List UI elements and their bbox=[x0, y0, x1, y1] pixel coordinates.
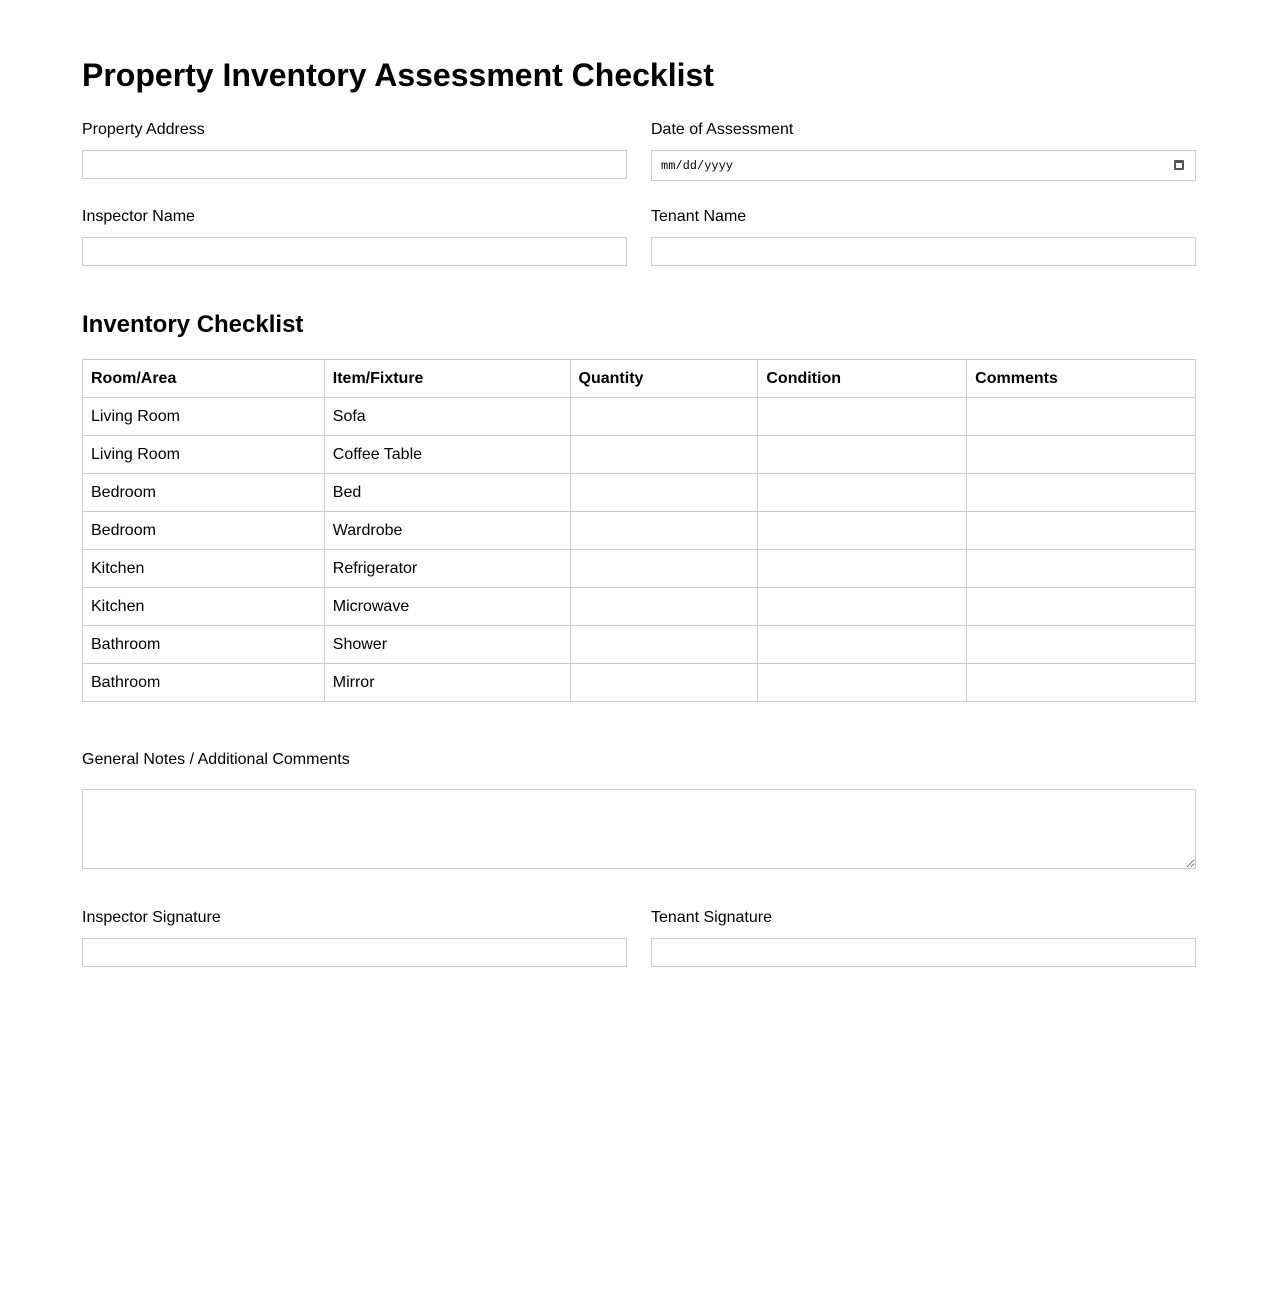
item-cell: Bed bbox=[324, 474, 570, 512]
comments-cell[interactable] bbox=[967, 512, 1196, 550]
condition-cell[interactable] bbox=[758, 474, 967, 512]
item-cell: Coffee Table bbox=[324, 436, 570, 474]
room-cell: Kitchen bbox=[83, 550, 325, 588]
details-row-1 bbox=[82, 121, 1196, 181]
signatures-row bbox=[82, 909, 1196, 967]
date-of-assessment-group bbox=[651, 121, 1196, 181]
comments-cell[interactable] bbox=[967, 588, 1196, 626]
quantity-cell[interactable] bbox=[570, 474, 758, 512]
room-cell: Kitchen bbox=[83, 588, 325, 626]
room-cell: Bedroom bbox=[83, 474, 325, 512]
table-row bbox=[83, 474, 1196, 512]
column-header-room: Room/Area bbox=[83, 360, 325, 398]
item-cell: Wardrobe bbox=[324, 512, 570, 550]
column-header-condition: Condition bbox=[758, 360, 967, 398]
condition-cell[interactable] bbox=[758, 664, 967, 702]
inventory-table bbox=[82, 359, 1196, 702]
table-row bbox=[83, 512, 1196, 550]
table-row bbox=[83, 626, 1196, 664]
condition-cell[interactable] bbox=[758, 398, 967, 436]
table-header-row bbox=[83, 360, 1196, 398]
tenant-signature-input[interactable] bbox=[651, 938, 1196, 967]
details-row-2 bbox=[82, 208, 1196, 266]
property-address-group bbox=[82, 121, 627, 181]
quantity-cell[interactable] bbox=[570, 436, 758, 474]
comments-cell[interactable] bbox=[967, 474, 1196, 512]
item-cell: Shower bbox=[324, 626, 570, 664]
checklist-heading: Inventory Checklist bbox=[82, 311, 304, 338]
general-notes-label: General Notes / Additional Comments bbox=[82, 751, 350, 768]
table-row bbox=[83, 436, 1196, 474]
table-row bbox=[83, 550, 1196, 588]
inspector-signature-group bbox=[82, 909, 627, 967]
tenant-signature-label: Tenant Signature bbox=[651, 909, 772, 926]
comments-cell[interactable] bbox=[967, 664, 1196, 702]
tenant-signature-group bbox=[651, 909, 1196, 967]
quantity-cell[interactable] bbox=[570, 626, 758, 664]
inspector-name-label: Inspector Name bbox=[82, 208, 195, 225]
room-cell: Bathroom bbox=[83, 664, 325, 702]
condition-cell[interactable] bbox=[758, 512, 967, 550]
property-address-input[interactable] bbox=[82, 150, 627, 179]
property-address-label: Property Address bbox=[82, 121, 205, 138]
room-cell: Bedroom bbox=[83, 512, 325, 550]
item-cell: Mirror bbox=[324, 664, 570, 702]
item-cell: Sofa bbox=[324, 398, 570, 436]
column-header-quantity: Quantity bbox=[570, 360, 758, 398]
inspector-signature-input[interactable] bbox=[82, 938, 627, 967]
column-header-comments: Comments bbox=[967, 360, 1196, 398]
comments-cell[interactable] bbox=[967, 398, 1196, 436]
condition-cell[interactable] bbox=[758, 626, 967, 664]
quantity-cell[interactable] bbox=[570, 550, 758, 588]
page-title: Property Inventory Assessment Checklist bbox=[82, 57, 714, 93]
date-placeholder: mm/dd/yyyy bbox=[661, 158, 734, 173]
date-of-assessment-input[interactable] bbox=[651, 150, 1196, 181]
table-row bbox=[83, 398, 1196, 436]
condition-cell[interactable] bbox=[758, 436, 967, 474]
room-cell: Living Room bbox=[83, 436, 325, 474]
room-cell: Bathroom bbox=[83, 626, 325, 664]
table-row bbox=[83, 664, 1196, 702]
comments-cell[interactable] bbox=[967, 436, 1196, 474]
inspector-name-group bbox=[82, 208, 627, 266]
tenant-name-group bbox=[651, 208, 1196, 266]
tenant-name-label: Tenant Name bbox=[651, 208, 747, 225]
item-cell: Microwave bbox=[324, 588, 570, 626]
item-cell: Refrigerator bbox=[324, 550, 570, 588]
room-cell: Living Room bbox=[83, 398, 325, 436]
inspector-name-input[interactable] bbox=[82, 237, 627, 266]
comments-cell[interactable] bbox=[967, 626, 1196, 664]
quantity-cell[interactable] bbox=[570, 664, 758, 702]
column-header-item: Item/Fixture bbox=[324, 360, 570, 398]
general-notes-textarea[interactable] bbox=[82, 789, 1196, 869]
quantity-cell[interactable] bbox=[570, 512, 758, 550]
condition-cell[interactable] bbox=[758, 550, 967, 588]
quantity-cell[interactable] bbox=[570, 588, 758, 626]
calendar-icon[interactable] bbox=[1174, 160, 1184, 170]
table-row bbox=[83, 588, 1196, 626]
quantity-cell[interactable] bbox=[570, 398, 758, 436]
tenant-name-input[interactable] bbox=[651, 237, 1196, 266]
date-of-assessment-label: Date of Assessment bbox=[651, 121, 794, 138]
inspector-signature-label: Inspector Signature bbox=[82, 909, 221, 926]
condition-cell[interactable] bbox=[758, 588, 967, 626]
comments-cell[interactable] bbox=[967, 550, 1196, 588]
